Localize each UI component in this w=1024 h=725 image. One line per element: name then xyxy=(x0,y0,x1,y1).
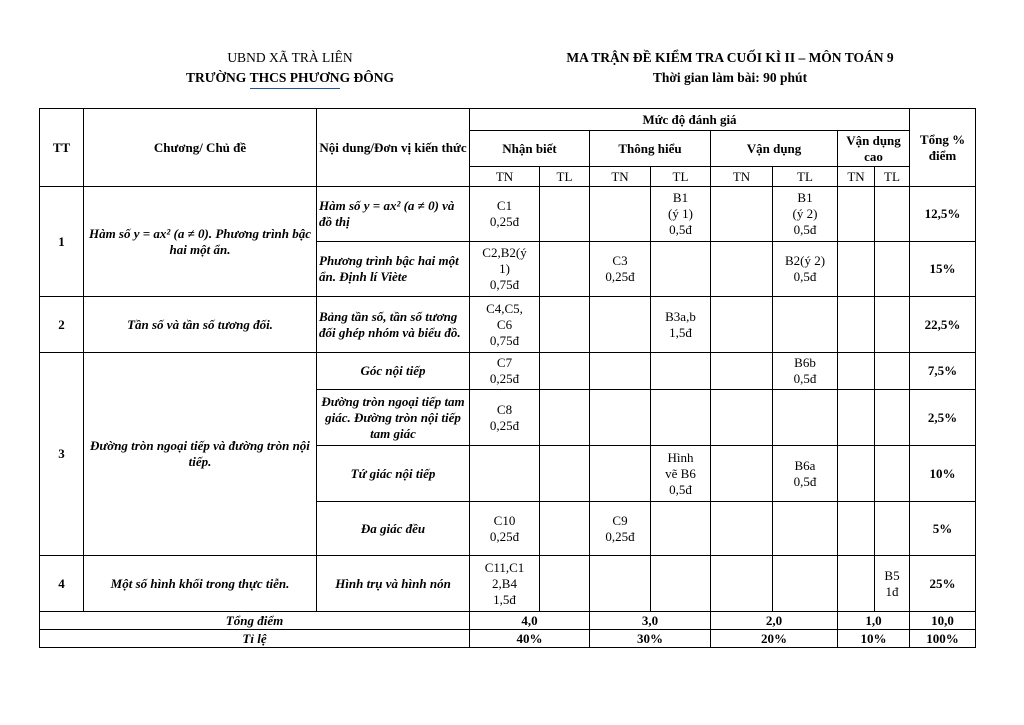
cell-vdc-tn xyxy=(838,242,875,297)
cell-nb-tn: C11,C1 2,B4 1,5đ xyxy=(470,556,540,612)
row-content: Góc nội tiếp xyxy=(317,353,470,390)
cell-vdc-tl xyxy=(875,353,910,390)
total-points-row-value: 2,0 xyxy=(711,612,838,630)
cell-nb-tn: C8 0,25đ xyxy=(470,390,540,446)
matrix-body xyxy=(40,109,976,648)
header-sub-tn: TN xyxy=(711,167,773,187)
cell-vd-tl: B6a 0,5đ xyxy=(773,446,838,502)
cell-nb-tl xyxy=(540,353,590,390)
ratio-row-label: Tỉ lệ xyxy=(40,630,470,648)
cell-th-tn xyxy=(590,187,651,242)
school-name-suffix: G ĐÔNG xyxy=(339,70,394,85)
row-tt: 2 xyxy=(40,297,84,353)
matrix-row xyxy=(40,353,976,390)
header-sub-tn: TN xyxy=(470,167,540,187)
row-chapter: Một số hình khối trong thực tiễn. xyxy=(84,556,317,612)
cell-th-tn xyxy=(590,390,651,446)
cell-vd-tn xyxy=(711,353,773,390)
school-name-underlined: THCS PHƯƠN xyxy=(250,68,340,89)
header-sub-tn: TN xyxy=(838,167,875,187)
ratio-row-value: 10% xyxy=(838,630,910,648)
cell-nb-tl xyxy=(540,297,590,353)
row-total: 2,5% xyxy=(910,390,976,446)
row-total: 7,5% xyxy=(910,353,976,390)
row-total: 12,5% xyxy=(910,187,976,242)
row-content: Hình trụ và hình nón xyxy=(317,556,470,612)
ratio-row-value: 20% xyxy=(711,630,838,648)
cell-vd-tl xyxy=(773,502,838,556)
ratio-row-total: 100% xyxy=(910,630,976,648)
school-name-prefix: TRƯỜNG xyxy=(186,70,250,85)
cell-vdc-tn xyxy=(838,446,875,502)
cell-nb-tn xyxy=(470,446,540,502)
row-content: Hàm số y = ax² (a ≠ 0) và đồ thị xyxy=(317,187,470,242)
cell-th-tn xyxy=(590,556,651,612)
header-level-understanding: Thông hiểu xyxy=(590,131,711,167)
row-content: Tứ giác nội tiếp xyxy=(317,446,470,502)
cell-th-tl xyxy=(651,390,711,446)
cell-th-tl xyxy=(651,556,711,612)
cell-th-tl xyxy=(651,353,711,390)
cell-vdc-tl xyxy=(875,446,910,502)
cell-nb-tl xyxy=(540,556,590,612)
header-chapter: Chương/ Chủ đề xyxy=(84,109,317,187)
cell-vd-tl xyxy=(773,556,838,612)
cell-vdc-tn xyxy=(838,502,875,556)
school-header xyxy=(140,48,440,89)
cell-th-tl xyxy=(651,242,711,297)
header-sub-tl: TL xyxy=(651,167,711,187)
row-chapter: Hàm số y = ax² (a ≠ 0). Phương trình bậc hai một ẩn. xyxy=(84,187,317,297)
header-total-percent: Tổng % điểm xyxy=(910,109,976,187)
cell-vd-tl: B6b 0,5đ xyxy=(773,353,838,390)
matrix-row xyxy=(40,556,976,612)
cell-vd-tl: B2(ý 2) 0,5đ xyxy=(773,242,838,297)
cell-nb-tn: C10 0,25đ xyxy=(470,502,540,556)
cell-th-tn xyxy=(590,446,651,502)
row-total: 15% xyxy=(910,242,976,297)
cell-nb-tn: C2,B2(ý 1) 0,75đ xyxy=(470,242,540,297)
header-sub-tl: TL xyxy=(875,167,910,187)
cell-vd-tn xyxy=(711,297,773,353)
cell-nb-tl xyxy=(540,187,590,242)
header-level-high-application: Vận dụng cao xyxy=(838,131,910,167)
cell-th-tl: B3a,b 1,5đ xyxy=(651,297,711,353)
exam-header xyxy=(520,48,940,88)
total-points-row-value: 4,0 xyxy=(470,612,590,630)
header-sub-tn: TN xyxy=(590,167,651,187)
ratio-row-value: 30% xyxy=(590,630,711,648)
row-total: 5% xyxy=(910,502,976,556)
cell-nb-tl xyxy=(540,502,590,556)
cell-nb-tn: C4,C5, C6 0,75đ xyxy=(470,297,540,353)
cell-vdc-tn xyxy=(838,353,875,390)
assessment-matrix-table xyxy=(39,108,976,648)
row-content: Phương trình bậc hai một ẩn. Định lí Viète xyxy=(317,242,470,297)
ratio-row-value: 40% xyxy=(470,630,590,648)
cell-vdc-tl xyxy=(875,242,910,297)
matrix-row xyxy=(40,297,976,353)
cell-th-tn: C9 0,25đ xyxy=(590,502,651,556)
cell-vdc-tl xyxy=(875,502,910,556)
cell-th-tn: C3 0,25đ xyxy=(590,242,651,297)
row-content: Đường tròn ngoại tiếp tam giác. Đường tròn nội tiếp tam giác xyxy=(317,390,470,446)
cell-vdc-tl xyxy=(875,187,910,242)
cell-vdc-tn xyxy=(838,297,875,353)
cell-vd-tl: B1 (ý 2) 0,5đ xyxy=(773,187,838,242)
total-points-row-value: 1,0 xyxy=(838,612,910,630)
cell-vd-tn xyxy=(711,242,773,297)
row-content: Bảng tần số, tần số tương đối ghép nhóm và biểu đồ. xyxy=(317,297,470,353)
cell-th-tn xyxy=(590,297,651,353)
total-points-row-value: 3,0 xyxy=(590,612,711,630)
cell-vd-tn xyxy=(711,187,773,242)
cell-vd-tn xyxy=(711,446,773,502)
cell-vdc-tn xyxy=(838,187,875,242)
header-level-application: Vận dụng xyxy=(711,131,838,167)
cell-th-tl: B1 (ý 1) 0,5đ xyxy=(651,187,711,242)
cell-vdc-tn xyxy=(838,390,875,446)
cell-nb-tl xyxy=(540,390,590,446)
header-content: Nội dung/Đơn vị kiến thức xyxy=(317,109,470,187)
cell-vd-tl xyxy=(773,297,838,353)
total-points-row-total: 10,0 xyxy=(910,612,976,630)
row-total: 10% xyxy=(910,446,976,502)
cell-vdc-tn xyxy=(838,556,875,612)
cell-th-tn xyxy=(590,353,651,390)
ratio-row xyxy=(40,630,976,648)
total-points-row-label: Tổng điểm xyxy=(40,612,470,630)
row-total: 25% xyxy=(910,556,976,612)
cell-vdc-tl: B5 1đ xyxy=(875,556,910,612)
cell-vd-tl xyxy=(773,390,838,446)
cell-nb-tl xyxy=(540,242,590,297)
row-chapter: Tần số và tần số tương đối. xyxy=(84,297,317,353)
header-level-recognition: Nhận biết xyxy=(470,131,590,167)
cell-nb-tn: C7 0,25đ xyxy=(470,353,540,390)
school-name xyxy=(140,68,440,89)
header-sub-tl: TL xyxy=(540,167,590,187)
document-title: MA TRẬN ĐỀ KIỂM TRA CUỐI KÌ II – MÔN TOÁN 9 xyxy=(566,50,894,65)
row-tt: 1 xyxy=(40,187,84,297)
cell-nb-tl xyxy=(540,446,590,502)
cell-vdc-tl xyxy=(875,390,910,446)
row-chapter: Đường tròn ngoại tiếp và đường tròn nội tiếp. xyxy=(84,353,317,556)
row-tt: 4 xyxy=(40,556,84,612)
cell-th-tl: Hình vẽ B6 0,5đ xyxy=(651,446,711,502)
cell-nb-tn: C1 0,25đ xyxy=(470,187,540,242)
header-assessment-level: Mức độ đánh giá xyxy=(470,109,910,131)
row-tt: 3 xyxy=(40,353,84,556)
cell-vdc-tl xyxy=(875,297,910,353)
commune-name: UBND XÃ TRÀ LIÊN xyxy=(227,50,353,65)
row-total: 22,5% xyxy=(910,297,976,353)
header-sub-tl: TL xyxy=(773,167,838,187)
total-points-row xyxy=(40,612,976,630)
exam-duration: Thời gian làm bài: 90 phút xyxy=(652,70,808,85)
header-tt: TT xyxy=(40,109,84,187)
matrix-row xyxy=(40,187,976,242)
cell-vd-tn xyxy=(711,556,773,612)
header-row xyxy=(40,109,976,131)
cell-vd-tn xyxy=(711,390,773,446)
cell-th-tl xyxy=(651,502,711,556)
cell-vd-tn xyxy=(711,502,773,556)
row-content: Đa giác đều xyxy=(317,502,470,556)
